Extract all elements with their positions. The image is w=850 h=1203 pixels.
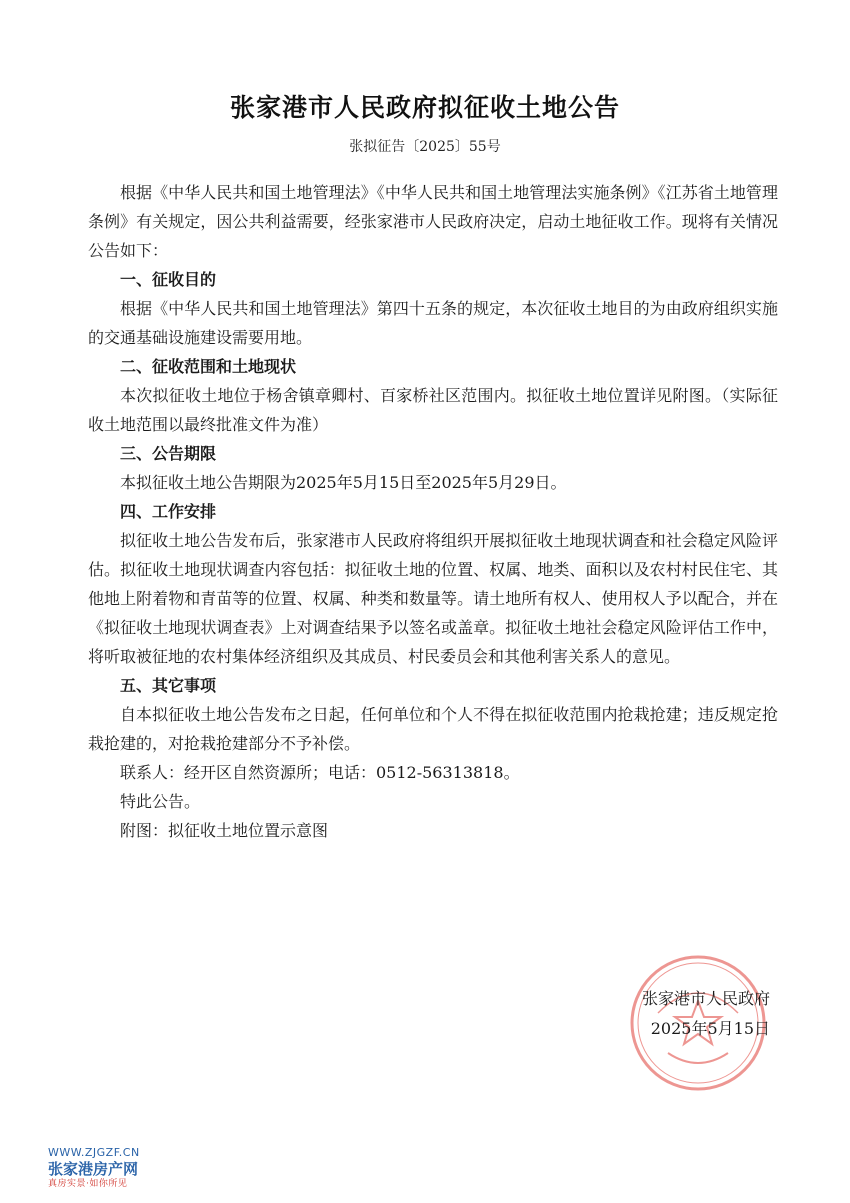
watermark-site-name: 张家港房产网 [48, 1160, 139, 1178]
watermark-slogan: 真房实景·如你所见 [48, 1179, 128, 1189]
section-paragraph: 拟征收土地公告发布后，张家港市人民政府将组织开展拟征收土地现状调查和社会稳定风险评估。拟征收土地现状调查内容包括：拟征收土地的位置、权属、地类、面积以及农村村民住宅、其他地上附着物和青苗等的位置、权属、种类和数量等。请土地所有权人、使用权人予以配合，并在《拟征收土地现状调查表》上对调查结果予以签名或盖章。拟征收土地社会稳定风险评估工作中，将听取被征地的农村集体经济组织及其成员、村民委员会和其他利害关系人的意见。 [88, 531, 778, 666]
section-paragraph: 本拟征收土地公告期限为2025年5月15日至2025年5月29日。 [120, 473, 567, 492]
section-heading-scope: 二、征收范围和土地现状 [120, 357, 297, 376]
issue-date: 2025年5月15日 [650, 1019, 770, 1038]
section-heading-purpose: 一、征收目的 [120, 270, 217, 289]
closing-paragraph: 特此公告。 [120, 792, 201, 811]
section-paragraph: 根据《中华人民共和国土地管理法》第四十五条的规定，本次征收土地目的为由政府组织实施的交通基础设施建设需要用地。 [88, 299, 778, 347]
watermark-url: WWW.ZJGZF.CN [48, 1146, 140, 1159]
intro-paragraph: 根据《中华人民共和国土地管理法》《中华人民共和国土地管理法实施条例》《江苏省土地管理条例》有关规定，因公共利益需要，经张家港市人民政府决定，启动土地征收工作。现将有关情况公告如下： [88, 183, 778, 260]
issuer-name: 张家港市人民政府 [641, 989, 770, 1008]
site-watermark [48, 1146, 140, 1190]
document-title: 张家港市人民政府拟征收土地公告 [229, 93, 620, 122]
document-body [88, 178, 778, 845]
section-heading-arrangement: 四、工作安排 [120, 502, 217, 521]
signature-block [600, 984, 770, 1044]
attachment-paragraph: 附图：拟征收土地位置示意图 [120, 821, 329, 840]
contact-paragraph: 联系人：经开区自然资源所；电话：0512-56313818。 [120, 763, 520, 782]
section-heading-period: 三、公告期限 [120, 444, 217, 463]
section-heading-other: 五、其它事项 [120, 676, 217, 695]
document-number: 张拟征告〔2025〕55号 [349, 139, 501, 155]
section-paragraph: 本次拟征收土地位于杨舍镇章卿村、百家桥社区范围内。拟征收土地位置详见附图。（实际征收土地范围以最终批准文件为准） [88, 386, 778, 434]
section-paragraph: 自本拟征收土地公告发布之日起，任何单位和个人不得在拟征收范围内抢栽抢建；违反规定抢栽抢建的，对抢栽抢建部分不予补偿。 [88, 705, 778, 753]
